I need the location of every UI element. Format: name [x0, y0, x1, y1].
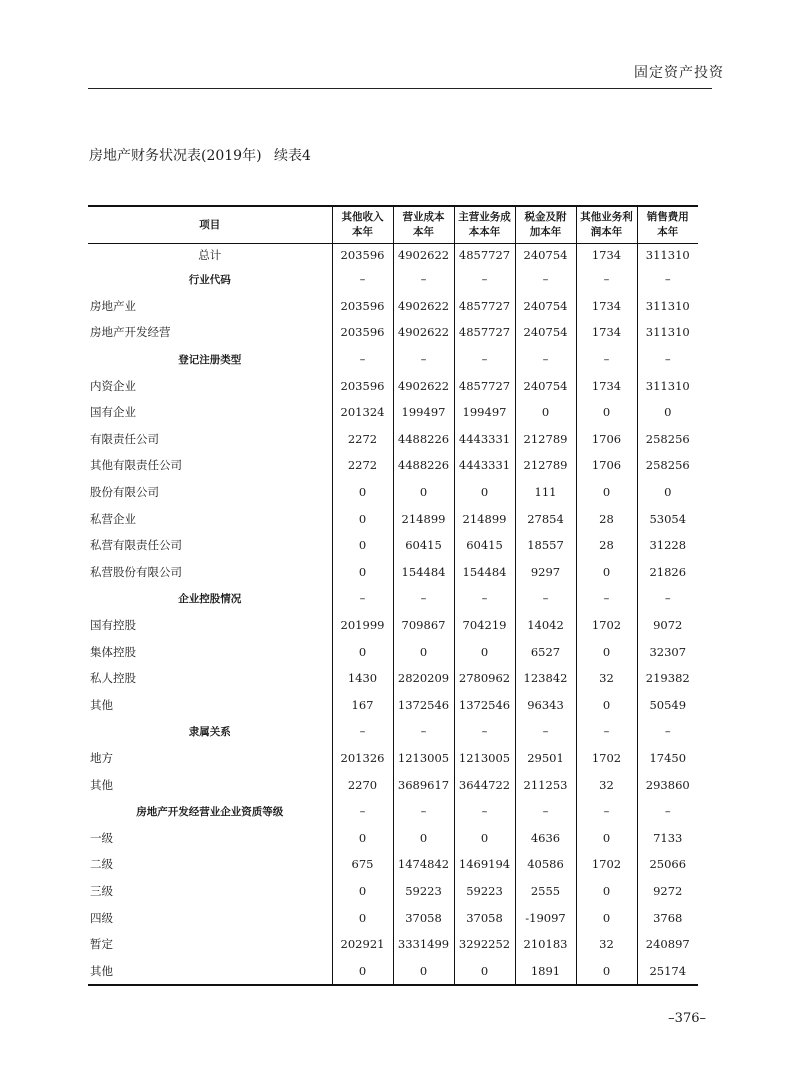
table-cell: – — [332, 798, 393, 825]
row-label: 三级 — [90, 883, 113, 898]
table-cell: 240754 — [515, 372, 576, 399]
table-cell: 40586 — [515, 851, 576, 878]
table-cell: 214899 — [393, 505, 454, 532]
table-row — [88, 532, 698, 559]
table-cell: 240897 — [637, 931, 698, 958]
table-cell: 0 — [454, 638, 515, 665]
table-cell: – — [393, 585, 454, 612]
table-cell: 50549 — [637, 692, 698, 719]
table-cell: 96343 — [515, 692, 576, 719]
table-cell: 1706 — [576, 452, 637, 479]
table-cell: 201999 — [332, 612, 393, 639]
row-label: 股份有限公司 — [90, 485, 159, 500]
row-label: 房地产业 — [90, 298, 136, 313]
table-cell: 0 — [576, 692, 637, 719]
table-cell: 0 — [393, 638, 454, 665]
row-label: 其他 — [88, 957, 332, 985]
table-cell: 1706 — [576, 426, 637, 453]
column-header-line1: 其他收入 — [341, 211, 384, 223]
column-header — [637, 206, 698, 244]
table-cell: 1702 — [576, 612, 637, 639]
table-cell: 154484 — [393, 559, 454, 586]
table-cell: 199497 — [393, 399, 454, 426]
table-cell: 4857727 — [454, 293, 515, 320]
column-header-line2: 润本年 — [590, 226, 623, 238]
table-row — [88, 399, 698, 426]
table-cell: – — [576, 266, 637, 293]
table-cell: – — [332, 585, 393, 612]
table-cell: 201324 — [332, 399, 393, 426]
row-label: 二级 — [90, 857, 113, 872]
table-cell: 32 — [576, 771, 637, 798]
column-header-line2: 加本年 — [529, 226, 562, 238]
column-header — [454, 206, 515, 244]
table-cell: – — [637, 585, 698, 612]
table-cell: 9072 — [637, 612, 698, 639]
table-cell: 1702 — [576, 745, 637, 772]
table-row — [88, 452, 698, 479]
column-header-line1: 营业成本 — [402, 211, 445, 223]
table-cell: 1372546 — [454, 692, 515, 719]
table-cell: 4488226 — [393, 426, 454, 453]
table-cell: 4902622 — [393, 293, 454, 320]
table-cell: – — [515, 346, 576, 373]
row-label: 私营股份有限公司 — [90, 564, 182, 579]
table-cell: 203596 — [332, 244, 393, 267]
column-header-line2: 本年 — [352, 226, 373, 238]
table-cell: 37058 — [454, 904, 515, 931]
row-label: 四级 — [90, 910, 113, 925]
row-label: 国有控股 — [90, 618, 136, 633]
table-cell: 3689617 — [393, 771, 454, 798]
table-cell: 59223 — [454, 878, 515, 905]
table-cell: 6527 — [515, 638, 576, 665]
table-cell: – — [332, 718, 393, 745]
table-cell: 0 — [454, 824, 515, 851]
section-row — [88, 585, 698, 612]
table-cell: 1469194 — [454, 851, 515, 878]
column-header — [88, 206, 332, 244]
table-cell: 1734 — [576, 244, 637, 267]
table-cell: 3644722 — [454, 771, 515, 798]
table-cell: 240754 — [515, 319, 576, 346]
column-header — [332, 206, 393, 244]
column-header-line1: 税金及附 — [524, 211, 567, 223]
table-cell: 0 — [393, 824, 454, 851]
table-cell: 0 — [454, 479, 515, 506]
table-cell: – — [576, 718, 637, 745]
table-cell: 0 — [332, 505, 393, 532]
table-cell: 4902622 — [393, 372, 454, 399]
table-cell: 0 — [332, 638, 393, 665]
row-label: 房地产开发经营业企业资质等级 — [136, 805, 284, 818]
table-cell: 203596 — [332, 319, 393, 346]
table-cell: 293860 — [637, 771, 698, 798]
table-cell: 1213005 — [393, 745, 454, 772]
table-cell: 0 — [332, 479, 393, 506]
row-label: 私营企业 — [90, 511, 136, 526]
table-cell: 709867 — [393, 612, 454, 639]
table-cell: 2272 — [332, 426, 393, 453]
column-header — [576, 206, 637, 244]
table-cell: 167 — [332, 692, 393, 719]
table-cell: 0 — [332, 904, 393, 931]
table-row — [88, 612, 698, 639]
table-cell: 123842 — [515, 665, 576, 692]
table-cell: 2270 — [332, 771, 393, 798]
row-label: 集体控股 — [90, 644, 136, 659]
table-cell: 27854 — [515, 505, 576, 532]
table-cell: – — [576, 798, 637, 825]
row-label: 总计 — [198, 248, 222, 262]
table-cell: 2272 — [332, 452, 393, 479]
table-cell: 0 — [515, 399, 576, 426]
table-header-row — [88, 206, 698, 244]
column-header-line2: 本年 — [413, 226, 434, 238]
table-cell: 0 — [576, 638, 637, 665]
table-cell: 240754 — [515, 244, 576, 267]
table-cell: 53054 — [637, 505, 698, 532]
table-cell: 675 — [332, 851, 393, 878]
financial-table-container — [88, 205, 698, 986]
table-cell: 0 — [637, 479, 698, 506]
table-cell: 3331499 — [393, 931, 454, 958]
table-cell: 3768 — [637, 904, 698, 931]
table-cell: 0 — [332, 532, 393, 559]
table-cell: – — [576, 585, 637, 612]
row-label: 国有企业 — [90, 405, 136, 420]
table-row — [88, 293, 698, 320]
table-cell: 3292252 — [454, 931, 515, 958]
table-cell: 17450 — [637, 745, 698, 772]
table-cell: 202921 — [332, 931, 393, 958]
row-label: 隶属关系 — [188, 725, 231, 738]
table-row — [88, 931, 698, 958]
table-cell: 32 — [576, 665, 637, 692]
table-cell: 212789 — [515, 426, 576, 453]
total-row — [88, 244, 698, 267]
table-cell: 1734 — [576, 293, 637, 320]
table-cell: – — [454, 718, 515, 745]
table-cell: – — [454, 346, 515, 373]
table-cell: 14042 — [515, 612, 576, 639]
table-cell: 4857727 — [454, 319, 515, 346]
table-cell: 28 — [576, 505, 637, 532]
table-cell: 111 — [515, 479, 576, 506]
financial-table — [88, 205, 698, 986]
table-cell: 704219 — [454, 612, 515, 639]
table-cell: 1372546 — [393, 692, 454, 719]
table-cell: 0 — [332, 824, 393, 851]
table-cell: 311310 — [637, 293, 698, 320]
table-cell: 0 — [637, 399, 698, 426]
column-header — [515, 206, 576, 244]
table-row — [88, 559, 698, 586]
table-row — [88, 426, 698, 453]
table-cell: 1213005 — [454, 745, 515, 772]
row-label: 暂定 — [90, 937, 113, 952]
table-cell: 258256 — [637, 452, 698, 479]
table-row — [88, 957, 698, 985]
table-cell: – — [515, 585, 576, 612]
row-label: 其他有限责任公司 — [90, 458, 182, 473]
table-cell: 4488226 — [393, 452, 454, 479]
table-cell: 311310 — [637, 244, 698, 267]
table-cell: 1734 — [576, 319, 637, 346]
section-row — [88, 718, 698, 745]
table-cell: 1474842 — [393, 851, 454, 878]
table-cell: -19097 — [515, 904, 576, 931]
row-label: 登记注册类型 — [178, 353, 242, 366]
column-header-line2: 本年 — [657, 226, 679, 238]
table-cell: 0 — [332, 878, 393, 905]
column-header-line1: 销售费用 — [646, 211, 689, 223]
table-body — [88, 244, 698, 986]
table-cell: – — [637, 798, 698, 825]
table-row — [88, 745, 698, 772]
table-cell: 31228 — [637, 532, 698, 559]
column-header-line2: 本本年 — [468, 226, 501, 238]
page-number: –376– — [668, 1011, 706, 1026]
table-cell: 29501 — [515, 745, 576, 772]
table-row — [88, 319, 698, 346]
table-cell: – — [393, 346, 454, 373]
table-row — [88, 878, 698, 905]
table-cell: 59223 — [393, 878, 454, 905]
table-cell: 240754 — [515, 293, 576, 320]
table-cell: – — [393, 718, 454, 745]
table-cell: – — [454, 266, 515, 293]
row-label: 行业代码 — [188, 273, 231, 286]
table-cell: 210183 — [515, 931, 576, 958]
column-header-line1: 项目 — [199, 218, 221, 231]
table-cell: 4902622 — [393, 244, 454, 267]
table-cell: 154484 — [454, 559, 515, 586]
table-cell: 32307 — [637, 638, 698, 665]
table-cell: – — [637, 346, 698, 373]
table-cell: 7133 — [637, 824, 698, 851]
row-label: 其他 — [90, 777, 113, 792]
row-label: 一级 — [90, 830, 113, 845]
table-cell: – — [454, 798, 515, 825]
table-cell: 25174 — [637, 957, 698, 985]
section-header: 固定资产投资 — [634, 65, 724, 81]
table-cell: 311310 — [637, 319, 698, 346]
column-header-line1: 主营业务成 — [458, 211, 511, 223]
table-row — [88, 851, 698, 878]
table-row — [88, 824, 698, 851]
row-label: 其他 — [90, 697, 113, 712]
table-cell: 1430 — [332, 665, 393, 692]
table-cell: 21826 — [637, 559, 698, 586]
table-row — [88, 771, 698, 798]
table-cell: 0 — [393, 479, 454, 506]
table-cell: 9297 — [515, 559, 576, 586]
table-cell: 28 — [576, 532, 637, 559]
table-cell: 0 — [332, 957, 393, 985]
table-cell: 2780962 — [454, 665, 515, 692]
table-cell: 203596 — [332, 372, 393, 399]
column-header-line1: 其他业务利 — [580, 211, 633, 223]
table-cell: – — [515, 266, 576, 293]
table-cell: 0 — [393, 957, 454, 985]
table-cell: 1734 — [576, 372, 637, 399]
table-cell: 1702 — [576, 851, 637, 878]
header-rule — [88, 88, 712, 89]
table-cell: 219382 — [637, 665, 698, 692]
row-label: 私营有限责任公司 — [90, 538, 182, 553]
table-cell: 9272 — [637, 878, 698, 905]
table-cell: 2555 — [515, 878, 576, 905]
table-cell: 311310 — [637, 372, 698, 399]
row-label: 有限责任公司 — [90, 431, 159, 446]
column-header — [393, 206, 454, 244]
row-label: 内资企业 — [90, 378, 136, 393]
table-cell: 0 — [576, 824, 637, 851]
table-cell: – — [637, 718, 698, 745]
table-row — [88, 904, 698, 931]
table-cell: 0 — [332, 559, 393, 586]
table-cell: 201326 — [332, 745, 393, 772]
table-cell: 4443331 — [454, 452, 515, 479]
table-cell: 199497 — [454, 399, 515, 426]
table-cell: 0 — [454, 957, 515, 985]
row-label: 地方 — [90, 750, 113, 765]
table-continuation: 续表4 — [274, 148, 311, 164]
table-cell: 214899 — [454, 505, 515, 532]
section-row — [88, 798, 698, 825]
row-label: 企业控股情况 — [178, 592, 242, 605]
table-cell: 0 — [576, 559, 637, 586]
table-cell: 0 — [576, 957, 637, 985]
table-cell: 60415 — [393, 532, 454, 559]
table-cell: 18557 — [515, 532, 576, 559]
table-cell: 2820209 — [393, 665, 454, 692]
table-cell: 212789 — [515, 452, 576, 479]
table-cell: 211253 — [515, 771, 576, 798]
table-cell: 4857727 — [454, 244, 515, 267]
table-cell: – — [393, 798, 454, 825]
table-cell: – — [515, 798, 576, 825]
table-cell: – — [393, 266, 454, 293]
table-cell: 0 — [576, 904, 637, 931]
table-cell: – — [637, 266, 698, 293]
table-title-text: 房地产财务状况表(2019年) — [89, 148, 262, 164]
table-row — [88, 372, 698, 399]
table-cell: 60415 — [454, 532, 515, 559]
table-row — [88, 505, 698, 532]
table-cell: 4443331 — [454, 426, 515, 453]
table-cell: 4636 — [515, 824, 576, 851]
table-cell: – — [332, 346, 393, 373]
table-cell: 37058 — [393, 904, 454, 931]
table-row — [88, 692, 698, 719]
table-cell: 203596 — [332, 293, 393, 320]
table-cell: 25066 — [637, 851, 698, 878]
table-cell: 0 — [576, 399, 637, 426]
table-cell: 4902622 — [393, 319, 454, 346]
table-cell: – — [454, 585, 515, 612]
table-cell: 0 — [576, 479, 637, 506]
section-row — [88, 266, 698, 293]
section-row — [88, 346, 698, 373]
table-cell: 258256 — [637, 426, 698, 453]
table-cell: – — [515, 718, 576, 745]
table-cell: 0 — [576, 878, 637, 905]
row-label: 私人控股 — [90, 671, 136, 686]
table-row — [88, 638, 698, 665]
row-label: 房地产开发经营 — [90, 325, 171, 340]
table-row — [88, 665, 698, 692]
table-row — [88, 479, 698, 506]
table-cell: – — [332, 266, 393, 293]
table-cell: 1891 — [515, 957, 576, 985]
table-cell: 4857727 — [454, 372, 515, 399]
table-cell: – — [576, 346, 637, 373]
table-cell: 32 — [576, 931, 637, 958]
table-title — [89, 145, 311, 165]
